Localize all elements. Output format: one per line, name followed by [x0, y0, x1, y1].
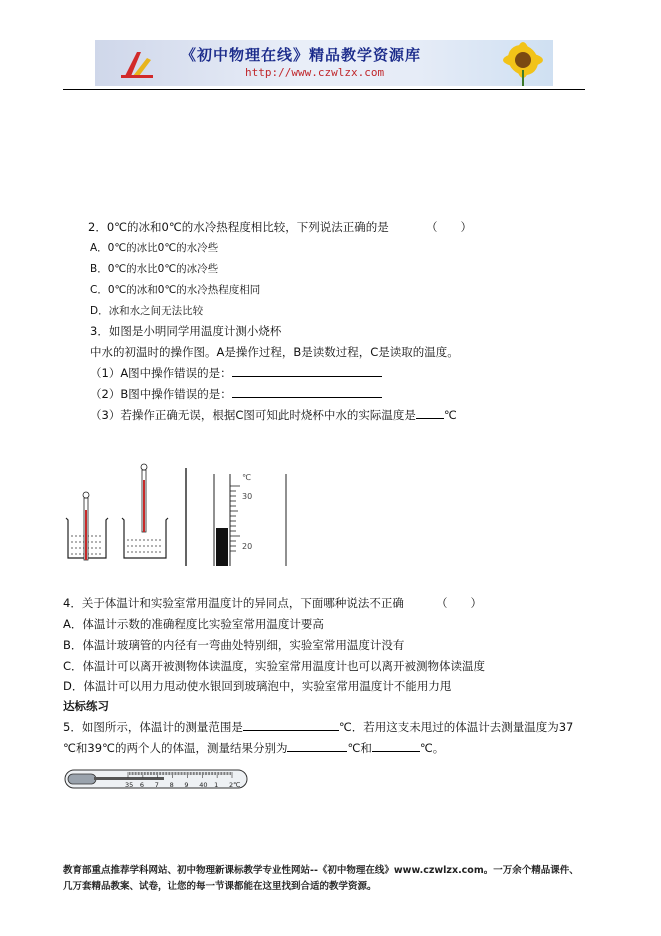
q3-sub2-text: （2）B图中操作错误的是：	[90, 387, 232, 401]
section-title: 达标练习	[63, 699, 109, 713]
q2-answer-paren: （ ）	[426, 220, 472, 234]
q2-option-b: B．0℃的水比0℃的冰冷些	[90, 263, 219, 275]
q3-sub2	[90, 386, 382, 402]
q2-stem: 2．0℃的冰和0℃的水冷热程度相比较，下列说法正确的是	[88, 220, 389, 234]
q2-option-a: A．0℃的冰比0℃的水冷些	[90, 242, 219, 254]
q5-range-blank[interactable]	[243, 719, 339, 731]
sunflower-icon	[493, 40, 553, 86]
banner-title: 《初中物理在线》精品教学资源库	[181, 46, 422, 64]
q3-stem-line1: 3．如图是小明同学用温度计测小烧杯	[90, 324, 282, 338]
thermometer-scale-label: 2℃	[229, 781, 241, 789]
q5-result2-blank[interactable]	[372, 740, 420, 752]
thermometer-scale-label: 6	[139, 781, 144, 789]
beaker-b-icon	[122, 464, 168, 558]
thermometer-scale-label: 8	[169, 781, 174, 789]
q5-part1: 5．如图所示，体温计的测量范围是	[63, 720, 243, 734]
q3-sub3	[90, 407, 457, 423]
q3-sub2-blank[interactable]	[232, 386, 382, 398]
q3-figure	[62, 462, 292, 570]
q3-stem-line2: 中水的初温时的操作图。A是操作过程，B是读数过程，C是读取的温度。	[90, 345, 459, 359]
q3-sub1-text: （1）A图中操作错误的是：	[90, 366, 232, 380]
q4-stem: 4．关于体温计和实验室常用温度计的异同点，下面哪种说法不正确	[63, 596, 404, 610]
header-banner	[95, 40, 553, 86]
q3-sub3-unit: ℃	[443, 408, 457, 422]
q5-part4: ℃和	[347, 741, 372, 755]
q4-option-d: D．体温计可以用力甩动使水银回到玻璃泡中，实验室常用温度计不能用力甩	[63, 679, 452, 693]
beaker-a-icon	[66, 492, 108, 560]
scale-label-20: 20	[242, 542, 253, 551]
q4-option-c: C．体温计可以离开被测物体读温度，实验室常用温度计也可以离开被测物体读温度	[63, 659, 486, 673]
q5-part2: ℃．若用这支未甩过的体温计去测量温度为37	[338, 720, 574, 734]
q5-line1	[63, 719, 573, 735]
q2-option-d: D．冰和水之间无法比较	[90, 305, 204, 317]
site-logo-icon	[117, 48, 157, 80]
q3-sub3-text: （3）若操作正确无误，根据C图可知此时烧杯中水的实际温度是	[90, 408, 416, 422]
q4-option-b: B．体温计玻璃管的内径有一弯曲处特别细，实验室常用温度计没有	[63, 638, 405, 652]
q3-sub1-blank[interactable]	[232, 365, 382, 377]
q5-part5: ℃。	[419, 741, 445, 755]
q2-option-c: C．0℃的冰和0℃的水冷热程度相同	[90, 284, 261, 296]
q5-line2	[63, 740, 444, 756]
scale-label-30: 30	[242, 492, 253, 501]
footer-line1: 教育部重点推荐学科网站、初中物理新课标教学专业性网站--《初中物理在线》www.czwlzx.com。一万余个精品课件、	[63, 865, 579, 876]
q3-sub1	[90, 365, 382, 381]
thermometer-scale-label: 35	[125, 781, 134, 789]
thermometer-scale-label: 9	[184, 781, 189, 789]
footer	[63, 863, 603, 895]
footer-line2: 几万套精品教案、试卷，让您的每一节课都能在这里找到合适的教学资源。	[63, 881, 377, 892]
header-rule	[63, 89, 585, 90]
thermometer-scale-label: 7	[154, 781, 159, 789]
thermometer-scale-label: 1	[214, 781, 219, 789]
thermometer-scale-c	[186, 468, 286, 566]
q5-part3: ℃和39℃的两个人的体温，测量结果分别为	[63, 741, 288, 755]
q3-sub3-blank[interactable]	[416, 407, 444, 419]
q5-result1-blank[interactable]	[287, 740, 347, 752]
clinical-thermometer-figure	[64, 766, 250, 792]
q4-option-a: A．体温计示数的准确程度比实验室常用温度计要高	[63, 617, 324, 631]
scale-unit-label: ℃	[242, 473, 251, 482]
banner-url: http://www.czwlzx.com	[245, 66, 385, 79]
thermometer-scale-label: 40	[199, 781, 208, 789]
q4-answer-paren: （ ）	[436, 596, 482, 610]
